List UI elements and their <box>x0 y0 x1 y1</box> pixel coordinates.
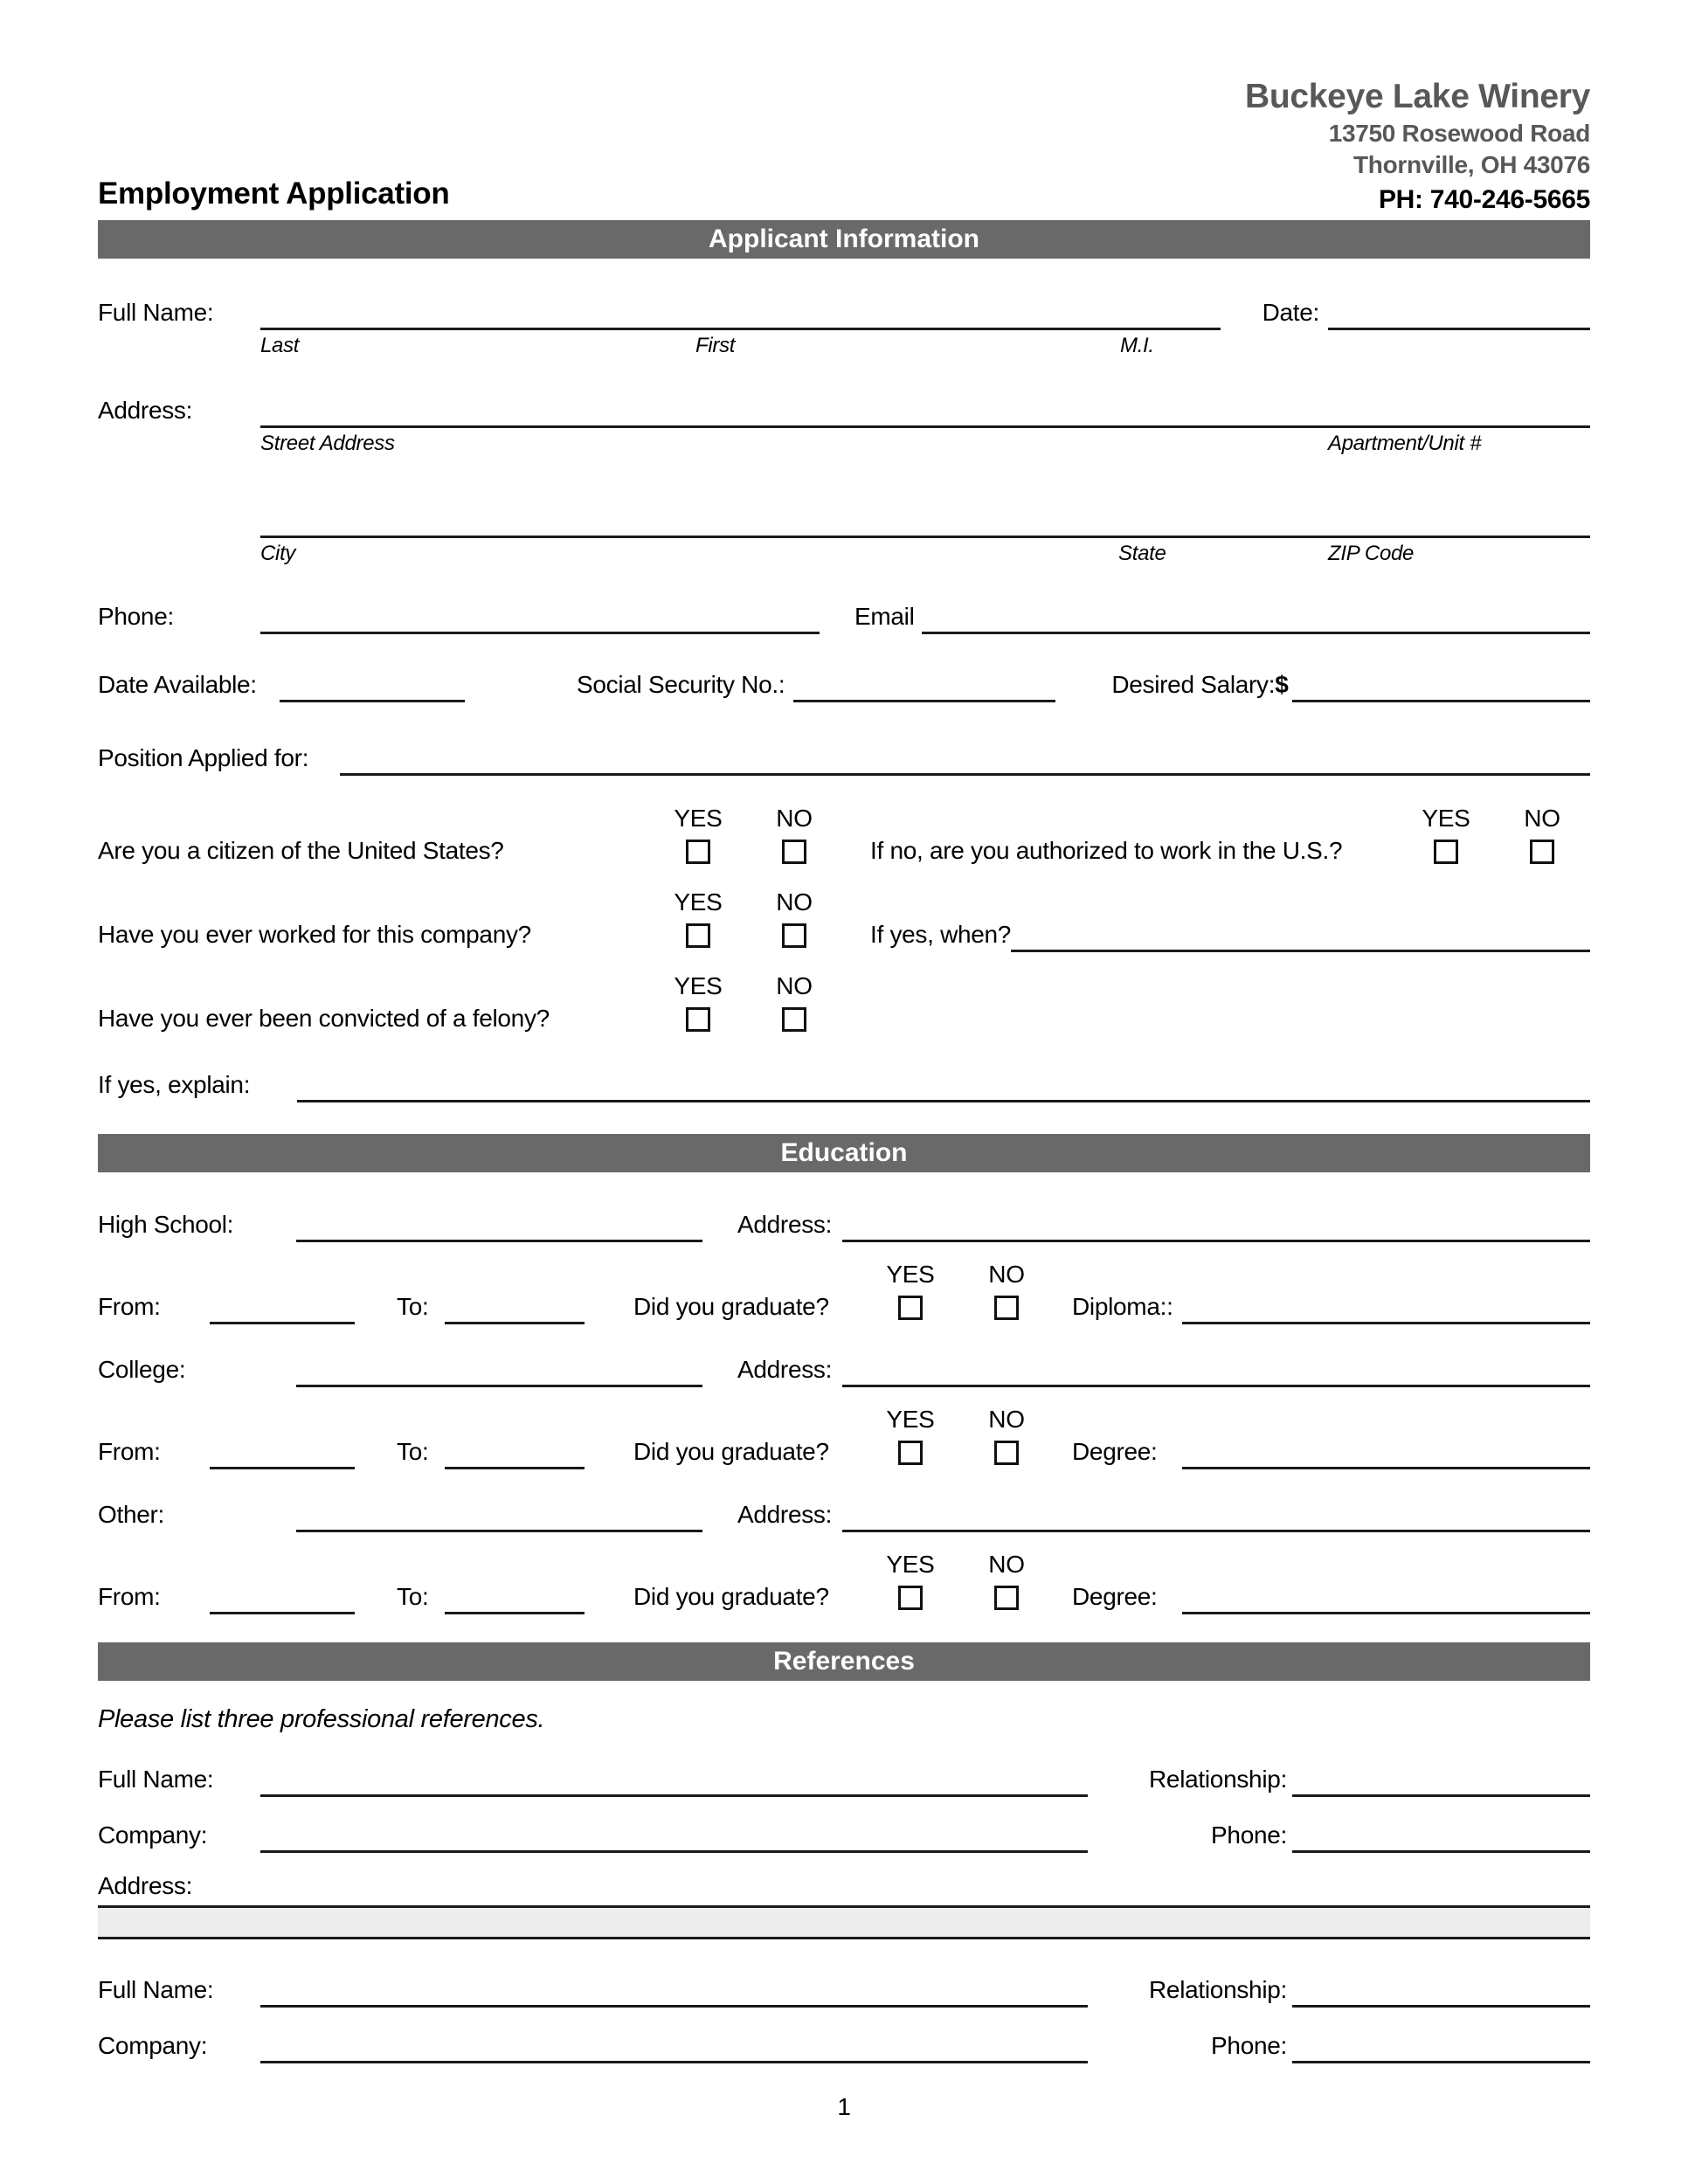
street-address-input-line[interactable] <box>260 393 1590 428</box>
reference1-full-name-label: Full Name: <box>98 1766 214 1794</box>
address-row <box>98 393 1590 428</box>
college-degree-input-line[interactable] <box>1182 1434 1590 1469</box>
highschool-graduate-yes-checkbox[interactable] <box>898 1296 923 1320</box>
authorized-yes-checkbox[interactable] <box>1434 840 1458 864</box>
worked-question-row <box>98 917 1590 952</box>
reference1-phone-input-line[interactable] <box>1292 1818 1590 1853</box>
highschool-yes-header: YES <box>886 1261 935 1289</box>
college-label: College: <box>98 1356 186 1384</box>
other-graduate-no-checkbox[interactable] <box>994 1586 1019 1610</box>
highschool-to-label: To: <box>397 1293 429 1321</box>
college-graduate-no-checkbox[interactable] <box>994 1441 1019 1465</box>
authorized-no-header: NO <box>1524 805 1560 833</box>
highschool-graduate-no-checkbox[interactable] <box>994 1296 1019 1320</box>
other-grad-header <box>98 1552 1590 1578</box>
college-no-cell <box>958 1441 1055 1469</box>
authorized-no-checkbox[interactable] <box>1530 840 1554 864</box>
company-address-line1: 13750 Rosewood Road <box>1328 119 1590 147</box>
other-degree-input-line[interactable] <box>1182 1579 1590 1614</box>
worked-no-cell <box>746 923 842 952</box>
felony-yes-cell <box>650 1007 746 1036</box>
phone-input-line[interactable] <box>260 599 820 634</box>
reference1-phone-label: Phone: <box>1211 1821 1287 1849</box>
highschool-address-label: Address: <box>737 1211 833 1239</box>
date-available-label: Date Available: <box>98 671 257 699</box>
section-education: Education <box>98 1134 1590 1172</box>
email-label: Email <box>854 603 915 631</box>
section-applicant-information: Applicant Information <box>98 220 1590 259</box>
highschool-yes-cell <box>862 1296 958 1324</box>
college-address-input-line[interactable] <box>842 1352 1590 1387</box>
reference1-address-label: Address: <box>98 1872 193 1900</box>
reference1-address-row <box>98 1869 1590 1904</box>
company-address-line2: Thornville, OH 43076 <box>1353 150 1590 178</box>
other-from-label: From: <box>98 1583 161 1611</box>
worked-yes-cell <box>650 923 746 952</box>
reference2-relationship-input-line[interactable] <box>1292 1973 1590 2008</box>
reference2-company-input-line[interactable] <box>260 2028 1088 2063</box>
reference2-full-name-label: Full Name: <box>98 1976 214 2004</box>
other-graduate-label: Did you graduate? <box>633 1583 829 1611</box>
felony-question: Have you ever been convicted of a felony? <box>98 1005 550 1033</box>
other-yes-cell <box>862 1586 958 1614</box>
desired-salary-label: Desired Salary: <box>1111 671 1276 699</box>
city-state-zip-input-line[interactable] <box>260 503 1590 538</box>
mi-sublabel: M.I. <box>1120 334 1154 358</box>
ssn-label: Social Security No.: <box>577 671 785 699</box>
worked-yes-header: YES <box>674 888 723 916</box>
page-number: 1 <box>837 2093 851 2121</box>
college-grad-header <box>98 1406 1590 1433</box>
availability-row <box>98 667 1590 702</box>
ssn-input-line[interactable] <box>793 667 1055 702</box>
full-name-row <box>98 295 1590 330</box>
reference2-phone-input-line[interactable] <box>1292 2028 1590 2063</box>
street-address-sublabel: Street Address <box>260 432 395 456</box>
reference2-company-label: Company: <box>98 2032 208 2060</box>
reference1-full-name-input-line[interactable] <box>260 1762 1088 1797</box>
citizen-yes-cell <box>650 840 746 868</box>
reference2-relationship-label: Relationship: <box>1149 1976 1287 2004</box>
other-address-input-line[interactable] <box>842 1497 1590 1532</box>
highschool-dates-row <box>98 1289 1590 1324</box>
worked-question: Have you ever worked for this company? <box>98 921 531 949</box>
highschool-no-header: NO <box>988 1261 1025 1289</box>
college-dates-row <box>98 1434 1590 1469</box>
date-input-line[interactable] <box>1328 295 1590 330</box>
street-sublabels <box>98 430 1590 458</box>
felony-question-row <box>98 1001 1590 1036</box>
college-no-header: NO <box>988 1406 1025 1434</box>
last-sublabel: Last <box>260 334 300 358</box>
other-label: Other: <box>98 1501 165 1529</box>
highschool-no-cell <box>958 1296 1055 1324</box>
phone-email-row <box>98 599 1590 634</box>
highschool-from-label: From: <box>98 1293 161 1321</box>
worked-question-header <box>98 889 1590 916</box>
highschool-grad-header <box>98 1261 1590 1288</box>
city-sublabels <box>98 540 1590 568</box>
company-phone: PH: 740-246-5665 <box>1378 185 1590 215</box>
other-dates-row <box>98 1579 1590 1614</box>
authorized-yes-cell <box>1398 840 1494 868</box>
college-from-input-line[interactable] <box>210 1434 355 1469</box>
explain-row <box>98 1068 1590 1102</box>
other-degree-label: Degree: <box>1072 1583 1158 1611</box>
college-yes-cell <box>862 1441 958 1469</box>
authorized-no-cell <box>1494 840 1590 868</box>
worked-yes-checkbox[interactable] <box>686 923 710 948</box>
highschool-graduate-label: Did you graduate? <box>633 1293 829 1321</box>
reference2-full-name-input-line[interactable] <box>260 1973 1088 2008</box>
reference1-company-row <box>98 1818 1590 1853</box>
desired-salary-input-line[interactable] <box>1292 667 1590 702</box>
college-degree-label: Degree: <box>1072 1438 1158 1466</box>
page-header <box>98 0 1590 215</box>
date-available-input-line[interactable] <box>280 667 465 702</box>
address-label: Address: <box>98 397 193 425</box>
position-label: Position Applied for: <box>98 744 309 772</box>
citizen-question-header <box>98 805 1590 832</box>
highschool-name-input-line[interactable] <box>296 1207 702 1242</box>
felony-no-header: NO <box>776 972 813 1000</box>
college-address-label: Address: <box>737 1356 833 1384</box>
explain-input-line[interactable] <box>297 1068 1590 1102</box>
other-to-input-line[interactable] <box>445 1579 585 1614</box>
citizen-yes-checkbox[interactable] <box>686 840 710 864</box>
highschool-row <box>98 1207 1590 1242</box>
college-name-input-line[interactable] <box>296 1352 702 1387</box>
highschool-address-input-line[interactable] <box>842 1207 1590 1242</box>
reference2-phone-label: Phone: <box>1211 2032 1287 2060</box>
other-no-cell <box>958 1586 1055 1614</box>
college-graduate-label: Did you graduate? <box>633 1438 829 1466</box>
reference1-name-row <box>98 1762 1590 1797</box>
citizen-yes-header: YES <box>674 805 723 833</box>
zip-code-sublabel: ZIP Code <box>1328 542 1415 566</box>
felony-no-cell <box>746 1007 842 1036</box>
position-input-line[interactable] <box>340 741 1590 776</box>
references-note: Please list three professional references. <box>98 1705 545 1734</box>
citizen-no-cell <box>746 840 842 868</box>
college-to-input-line[interactable] <box>445 1434 585 1469</box>
email-input-line[interactable] <box>922 599 1590 634</box>
worked-no-header: NO <box>776 888 813 916</box>
felony-yes-header: YES <box>674 972 723 1000</box>
other-to-label: To: <box>397 1583 429 1611</box>
date-label: Date: <box>1262 299 1319 327</box>
full-name-label: Full Name: <box>98 299 214 327</box>
highschool-from-input-line[interactable] <box>210 1289 355 1324</box>
other-graduate-yes-checkbox[interactable] <box>898 1586 923 1610</box>
company-name: Buckeye Lake Winery <box>1245 78 1590 115</box>
reference2-name-row <box>98 1973 1590 2008</box>
highschool-label: High School: <box>98 1211 234 1239</box>
worked-no-checkbox[interactable] <box>782 923 806 948</box>
felony-no-checkbox[interactable] <box>782 1007 806 1032</box>
college-row <box>98 1352 1590 1387</box>
reference1-company-label: Company: <box>98 1821 208 1849</box>
name-sublabels <box>98 332 1590 360</box>
citizen-no-header: NO <box>776 805 813 833</box>
apartment-unit-sublabel: Apartment/Unit # <box>1328 432 1482 456</box>
reference1-relationship-label: Relationship: <box>1149 1766 1287 1794</box>
other-name-input-line[interactable] <box>296 1497 702 1532</box>
other-school-row <box>98 1497 1590 1532</box>
reference1-company-input-line[interactable] <box>260 1818 1088 1853</box>
salary-currency-sign: $ <box>1275 671 1289 699</box>
college-yes-header: YES <box>886 1406 935 1434</box>
page-title: Employment Application <box>98 176 450 211</box>
college-to-label: To: <box>397 1438 429 1466</box>
if-yes-when-input-line[interactable] <box>1011 917 1590 952</box>
section-references: References <box>98 1642 1590 1681</box>
city-state-zip-row <box>98 503 1590 538</box>
felony-question-header <box>98 973 1590 999</box>
citizen-no-checkbox[interactable] <box>782 840 806 864</box>
if-yes-when-label: If yes, when? <box>870 921 1012 949</box>
highschool-to-input-line[interactable] <box>445 1289 585 1324</box>
other-address-label: Address: <box>737 1501 833 1529</box>
reference2-company-row <box>98 2028 1590 2063</box>
college-from-label: From: <box>98 1438 161 1466</box>
company-block <box>1245 77 1590 215</box>
full-name-input-line[interactable] <box>260 295 1221 330</box>
highschool-diploma-input-line[interactable] <box>1182 1289 1590 1324</box>
felony-yes-checkbox[interactable] <box>686 1007 710 1032</box>
position-row <box>98 741 1590 776</box>
citizen-question: Are you a citizen of the United States? <box>98 837 504 865</box>
first-sublabel: First <box>695 334 736 358</box>
city-sublabel: City <box>260 542 296 566</box>
reference1-relationship-input-line[interactable] <box>1292 1762 1590 1797</box>
college-graduate-yes-checkbox[interactable] <box>898 1441 923 1465</box>
other-no-header: NO <box>988 1551 1025 1579</box>
phone-label: Phone: <box>98 603 174 631</box>
highschool-diploma-label: Diploma:: <box>1072 1293 1173 1321</box>
other-yes-header: YES <box>886 1551 935 1579</box>
other-from-input-line[interactable] <box>210 1579 355 1614</box>
reference1-address-extra-line[interactable] <box>98 1908 1590 1939</box>
citizen-question-row <box>98 833 1590 868</box>
authorized-yes-header: YES <box>1422 805 1470 833</box>
authorized-question: If no, are you authorized to work in the U.S.? <box>870 837 1343 865</box>
state-sublabel: State <box>1118 542 1166 566</box>
if-yes-explain-label: If yes, explain: <box>98 1071 251 1099</box>
